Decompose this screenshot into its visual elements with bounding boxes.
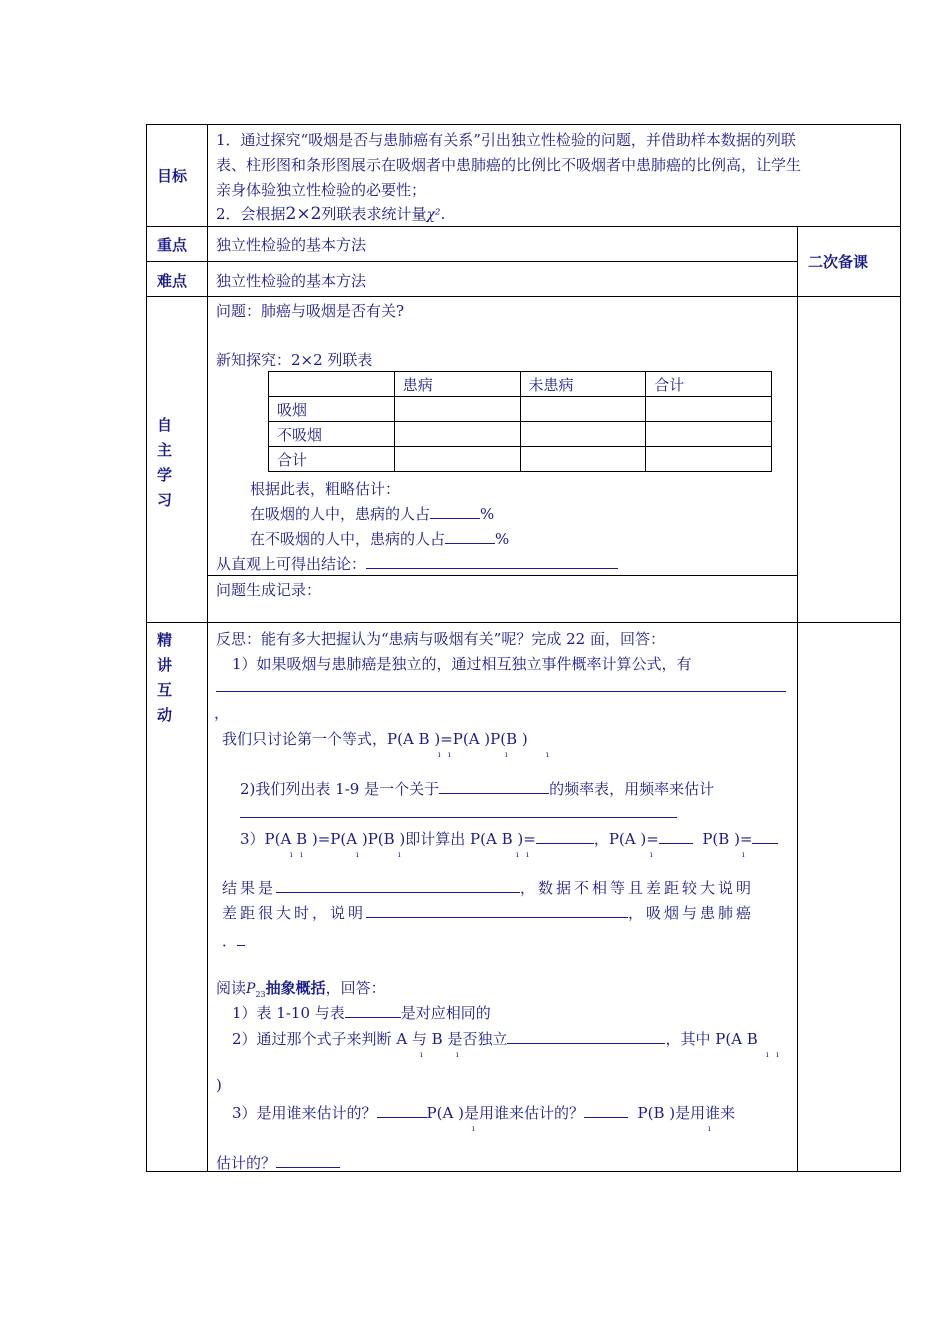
q1-comma: ， [214, 704, 230, 722]
table-header-row: 患病 未患病 合计 [269, 372, 772, 397]
r3-blank-1[interactable] [377, 1103, 427, 1118]
q1-answer-line[interactable] [216, 691, 786, 692]
row-divider-record [207, 575, 798, 576]
subscript-mark: ı [505, 750, 508, 759]
frame-left [146, 124, 147, 1172]
subscript-mark: ı ı [438, 750, 451, 759]
q3-pab-blank[interactable] [536, 829, 594, 844]
r2-blank[interactable] [507, 1029, 665, 1044]
col-divider-2 [797, 226, 798, 1172]
subscript-mark: ı ı [290, 850, 303, 859]
self-question: 问题：肺癌与吸烟是否有关? [216, 302, 405, 320]
r3-blank-2[interactable] [584, 1103, 628, 1118]
gap-blank[interactable] [366, 903, 628, 918]
goal-line-2: 表、柱形图和条形图展示在吸烟者中患肺癌的比例比不吸烟者中患肺癌的比例高，让学生 [216, 156, 802, 174]
row-divider-difficulty [146, 296, 901, 297]
subscript-mark: ı [742, 850, 745, 859]
q2-answer-line[interactable] [240, 817, 677, 818]
result-blank[interactable] [276, 878, 520, 893]
subscript-mark: ı [472, 1124, 475, 1133]
smoke-percent-blank[interactable] [430, 504, 480, 519]
difficulty-label: 难点 [157, 272, 188, 290]
lecture-gap: 差距很大时，说明 ，吸烟与患肺癌 [222, 904, 755, 922]
goal-label: 目标 [157, 167, 188, 185]
frame-top [146, 124, 901, 125]
dot-blank[interactable] [237, 931, 245, 946]
lecture-q2: 2)我们列出表 1-9 是一个关于 的频率表，用频率来估计 [240, 780, 715, 798]
table-row: 吸烟 [269, 397, 772, 422]
difficulty-text: 独立性检验的基本方法 [216, 272, 367, 290]
goal-line-3: 亲身体验独立性检验的必要性； [216, 181, 427, 199]
r2-close-paren: ) [216, 1076, 222, 1094]
nonsmoke-percent-blank[interactable] [445, 529, 495, 544]
subscript-mark: ı [708, 1124, 711, 1133]
self-explore: 新知探究：2×2 列联表 [216, 351, 373, 369]
frame-right [900, 124, 901, 1172]
subscript-mark: ı [356, 850, 359, 859]
self-conclusion: 从直观上可得出结论： [216, 553, 618, 574]
subscript-mark: ı ı [516, 850, 529, 859]
q3-pa-blank[interactable] [659, 829, 693, 844]
math-2x2: 2×2 [285, 204, 322, 224]
self-estimate: 根据此表，粗略估计： [250, 480, 401, 498]
row-divider-goal [146, 226, 901, 227]
key-label: 重点 [157, 236, 188, 254]
lecture-r1: 1）表 1-10 与表 是对应相同的 [232, 1004, 491, 1022]
contingency-table [268, 371, 772, 472]
goal-line-4: 2．会根据2×2列联表求统计量χ². [216, 204, 446, 224]
smoke-percent: 在吸烟的人中，患病的人占 % [250, 505, 495, 523]
q2-blank[interactable] [439, 779, 549, 794]
self-study-label: 自 主 学 习 [157, 416, 173, 509]
key-text: 独立性检验的基本方法 [216, 236, 367, 254]
lecture-q1: 1）如果吸烟与患肺癌是独立的，通过相互独立事件概率计算公式，有 [232, 655, 692, 673]
row-divider-key [146, 261, 798, 262]
subscript-mark: ı ı [766, 1050, 779, 1059]
subscript-mark: ı [456, 1050, 459, 1059]
lecture-reflect: 反思：能有多大把握认为“患病与吸烟有关”呢？完成 22 面，回答： [216, 630, 665, 648]
lecture-read: 阅读$P_{23}$抽象概括，回答： [216, 979, 386, 999]
subscript-mark: ı [650, 850, 653, 859]
subscript-mark: ı [546, 750, 549, 759]
table-row: 不吸烟 [269, 422, 772, 447]
row-divider-self [146, 622, 901, 623]
second-prep-label: 二次备课 [808, 253, 869, 271]
lecture-discuss: 我们只讨论第一个等式，P(A B )=P(A )P(B ) [222, 730, 528, 748]
lecture-result: 结果是 ，数据不相等且差距较大说明 [222, 879, 755, 897]
lecture-dot: ． [222, 930, 245, 951]
lecture-r3: 3）是用谁来估计的？ P(A )是用谁来估计的？ P(B )是用谁来 [232, 1104, 736, 1122]
subscript-mark: ı [420, 1050, 423, 1059]
col-divider-1 [207, 124, 208, 1172]
r1-blank[interactable] [345, 1003, 401, 1018]
chi-square-symbol: χ² [426, 207, 441, 223]
lecture-label: 精 讲 互 动 [157, 631, 173, 724]
q3-pb-blank[interactable] [752, 829, 778, 844]
nonsmoke-percent: 在不吸烟的人中，患病的人占 % [250, 530, 510, 548]
r3-blank-3[interactable] [276, 1153, 340, 1168]
self-record: 问题生成记录： [216, 581, 322, 599]
subscript-mark: ı [398, 850, 401, 859]
conclusion-blank[interactable] [366, 554, 618, 569]
goal-line-1: 1．通过探究“吸烟是否与患肺癌有关系”引出独立性检验的问题，并借助样本数据的列联 [216, 131, 796, 149]
lecture-r2: 2）通过那个式子来判断 A 与 B 是否独立 ，其中 P(A B [232, 1030, 758, 1048]
lecture-r3-cont: 估计的？ [216, 1152, 340, 1173]
table-row: 合计 [269, 447, 772, 472]
lecture-q3: 3）P(A B )=P(A )P(B )即计算出 P(A B )= ，P(A )= P(B )= [240, 828, 778, 849]
